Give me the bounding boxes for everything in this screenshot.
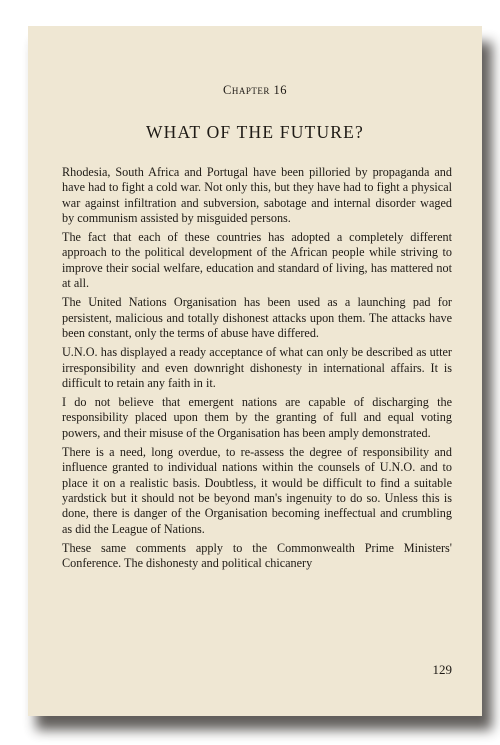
paragraph: The fact that each of these countries has adopted a completely different approach to the political development of the African people while striving to improve their social welfare, education and standard of living, has mattered not at all.: [62, 230, 452, 291]
chapter-label: Chapter 16: [223, 83, 287, 97]
paragraph: Rhodesia, South Africa and Portugal have been pilloried by propaganda and have had to fight a cold war. Not only this, but they have had to fight a physical war against infiltration and subversion, sabotage and internal disorder waged by communism assisted by misguided persons.: [62, 165, 452, 225]
body-text: [62, 165, 452, 575]
page-number: 129: [432, 662, 452, 677]
paragraph: I do not believe that emergent nations are capable of discharging the responsibility placed upon them by the granting of full and equal voting powers, and their misuse of the Organisation has been amply demonstrated.: [62, 395, 452, 440]
paragraph: U.N.O. has displayed a ready acceptance of what can only be described as utter irresponsibility and even downright dishonesty in international affairs. It is difficult to retain any faith in it.: [62, 345, 452, 390]
paragraph: The United Nations Organisation has been used as a launching pad for persistent, malicious and totally dishonest attacks upon them. The attacks have been constant, only the terms of abuse have differed.: [62, 295, 452, 340]
chapter-title: WHAT OF THE FUTURE?: [145, 122, 365, 142]
book-page: [28, 26, 482, 716]
paragraph: These same comments apply to the Commonwealth Prime Ministers' Conference. The dishonesty and political chicanery: [62, 540, 452, 571]
paragraph: There is a need, long overdue, to re-assess the degree of responsibility and influence granted to individual nations within the counsels of U.N.O. and to place it on a realistic basis. Doubtless, it would be difficult to find a suitable yardstick but it should not be beyond man's ingenuity to do so. Unless this is done, there is danger of the Organisation becoming ineffectual and crumbling as did the League of Nations.: [62, 445, 452, 536]
